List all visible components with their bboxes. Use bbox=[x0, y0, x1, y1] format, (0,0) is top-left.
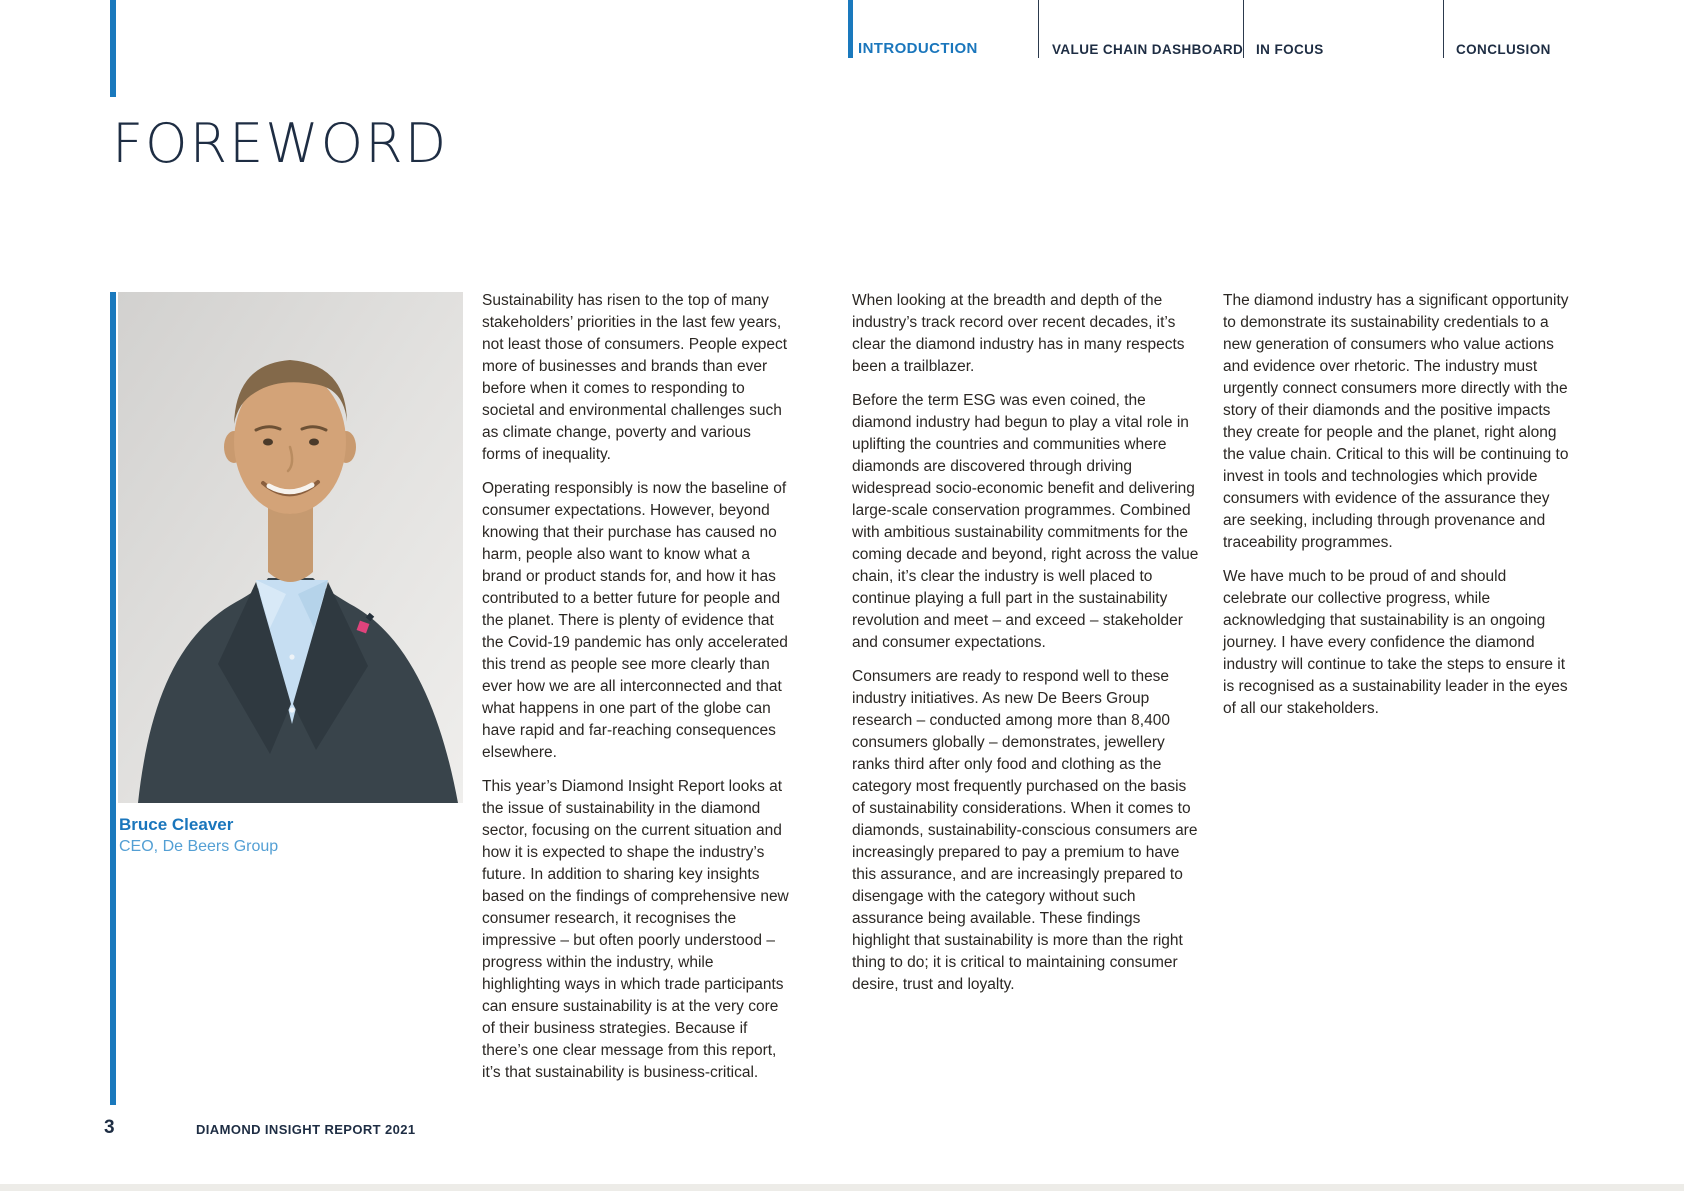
paragraph: This year’s Diamond Insight Report looks at the issue of sustainability in the diamond sector, focusing on the current situation and how it is expected to shape the industry’s future. In addition to sharing key insights based on the findings of comprehensive new consumer research, it recognises the impressive – but often poorly understood – progress within the industry, while highlighting ways in which trade participants can ensure sustainability is at the very core of their business strategies. Because if there’s one clear message from this report, it’s that sustainability is business-critical. bbox=[482, 778, 789, 1081]
footer-report-title: DIAMOND INSIGHT REPORT 2021 bbox=[196, 1122, 416, 1137]
nav-divider bbox=[1243, 0, 1244, 58]
nav-tab-in-focus[interactable]: IN FOCUS bbox=[1256, 42, 1324, 57]
paragraph: Before the term ESG was even coined, the diamond industry had begun to play a vital role in uplifting the countries and communities where diamonds are discovered through driving widespread socio-economic benefit and delivering large-scale conservation programmes. Combined with ambitious sustainability commitments for the coming decade and beyond, right across the value chain, it’s clear the industry is well placed to continue playing a full part in the sustainability revolution and meet – and exceed – stakeholder and consumer expectations. bbox=[852, 392, 1199, 651]
page-title: FOREWORD bbox=[112, 112, 449, 175]
left-margin-rule bbox=[110, 292, 116, 1105]
nav-tab-introduction[interactable]: INTRODUCTION bbox=[858, 40, 978, 57]
nav-divider bbox=[1038, 0, 1039, 58]
body-column-1 bbox=[482, 290, 792, 1084]
paragraph: We have much to be proud of and should celebrate our collective progress, while acknowledging that sustainability is an ongoing journey. I have every confidence the diamond industry will continue to take the steps to ensure it is recognised as a sustainability leader in the eyes of all our stakeholders. bbox=[1223, 568, 1568, 717]
active-tab-accent-bar bbox=[848, 0, 853, 58]
paragraph: Sustainability has risen to the top of many stakeholders’ priorities in the last few years, not least those of consumers. People expect more of businesses and brands than ever before when it comes to responding to societal and environmental challenges such as climate change, poverty and various forms of inequality. bbox=[482, 292, 788, 463]
paragraph: The diamond industry has a significant opportunity to demonstrate its sustainability credentials to a new generation of consumers who value actions and evidence over rhetoric. The industry must urgently connect consumers more directly with the story of their diamonds and the positive impacts they create for people and the planet, right along the value chain. Critical to this will be continuing to invest in tools and technologies which provide consumers with evidence of the assurance they are seeking, including through provenance and traceability programmes. bbox=[1223, 292, 1569, 551]
nav-tab-conclusion[interactable]: CONCLUSION bbox=[1456, 42, 1551, 57]
paragraph: Consumers are ready to respond well to these industry initiatives. As new De Beers Group research – conducted among more than 8,400 consumers globally – demonstrates, jewellery ranks third after only food and clothing as the category most frequently purchased on the basis of sustainability considerations. When it comes to diamonds, sustainability-conscious consumers are increasingly prepared to pay a premium to have this assurance, and are increasingly prepared to disengage with the category without such assurance being available. These findings highlight that sustainability is more than the right thing to do; it is critical to maintaining consumer desire, trust and loyalty. bbox=[852, 668, 1198, 993]
body-column-2 bbox=[852, 290, 1202, 996]
nav-divider bbox=[1443, 0, 1444, 58]
top-left-accent-bar bbox=[110, 0, 116, 97]
author-name: Bruce Cleaver bbox=[119, 815, 234, 834]
paragraph: When looking at the breadth and depth of the industry’s track record over recent decades, it’s clear the diamond industry has in many respects been a trailblazer. bbox=[852, 292, 1185, 375]
paragraph: Operating responsibly is now the baseline of consumer expectations. However, beyond knowing that their purchase has caused no harm, people also want to know what a brand or product stands for, and how it has contributed to a better future for people and the planet. There is plenty of evidence that the Covid-19 pandemic has only accelerated this trend as people see more clearly than ever how we are all interconnected and that what happens in one part of the globe can have rapid and far-reaching consequences elsewhere. bbox=[482, 480, 788, 761]
page-number: 3 bbox=[104, 1117, 115, 1138]
bottom-edge-strip bbox=[0, 1184, 1684, 1191]
author-role: CEO, De Beers Group bbox=[119, 838, 279, 855]
nav-tab-value-chain-dashboard[interactable]: VALUE CHAIN DASHBOARD bbox=[1052, 42, 1244, 57]
body-column-3 bbox=[1223, 290, 1573, 720]
portrait-photo-bruce-cleaver bbox=[118, 292, 463, 803]
